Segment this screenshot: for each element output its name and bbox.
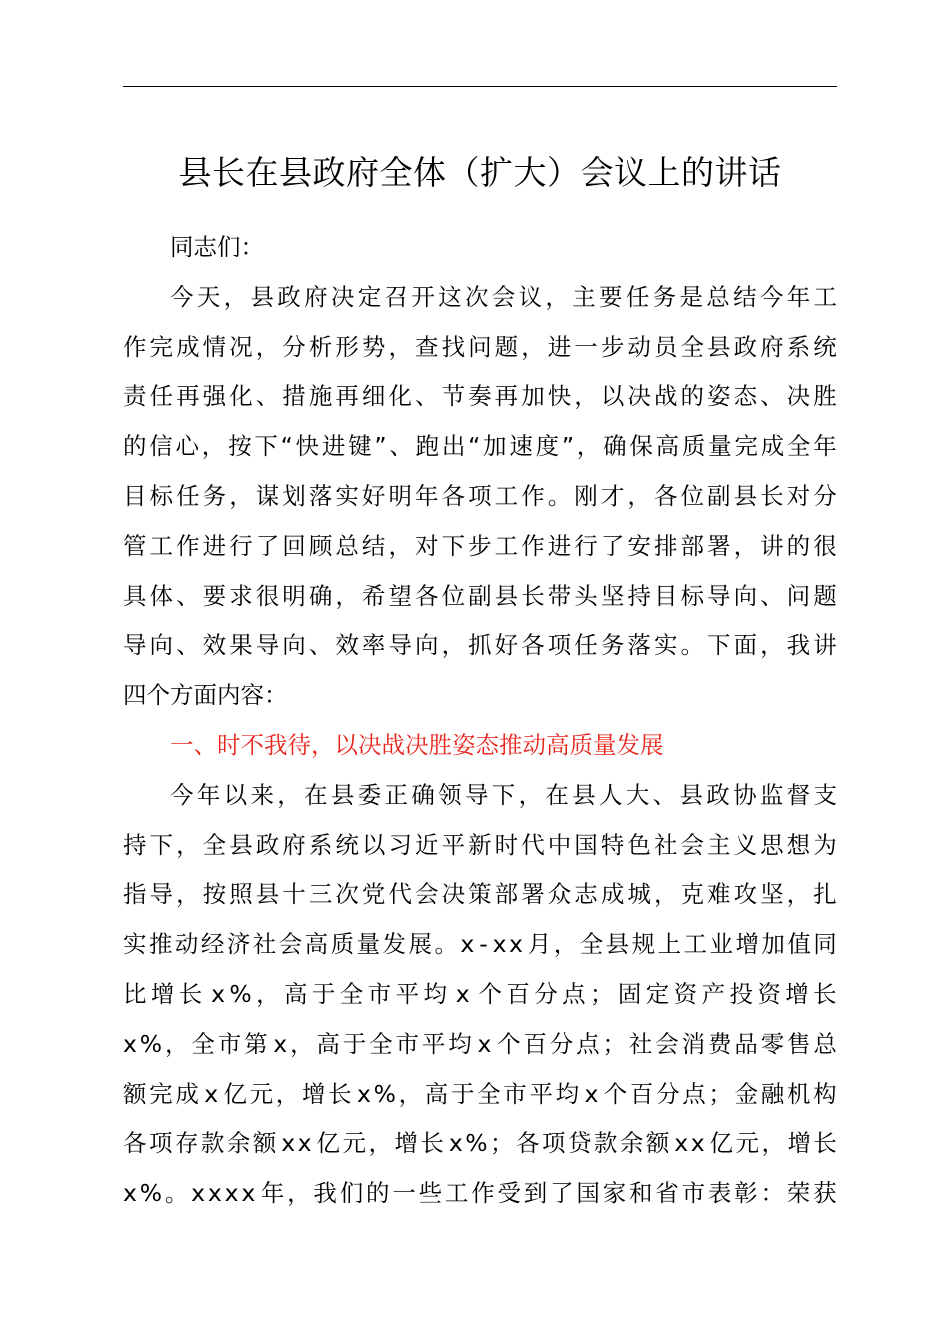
- document-body: [123, 223, 837, 1219]
- paragraph-line: 的 信 心 ， 按 下 “ 快 进 键 ” 、 跑 出 “ 加 速 度 ” ， 确 保 高 质 量 完 成 全 年: [123, 432, 837, 461]
- paragraph-line: 四个方面内容：: [123, 681, 288, 710]
- paragraph-line: 指 导 ， 按 照 县 十 三 次 党 代 会 决 策 部 署 众 志 成 城 ， 克 难 攻 坚 ， 扎: [123, 880, 837, 909]
- paragraph-1: [123, 273, 837, 721]
- paragraph-line: 目 标 任 务 ， 谋 划 落 实 好 明 年 各 项 工 作 。 刚 才 ， 各 位 副 县 长 对 分: [123, 481, 837, 510]
- paragraph-line: 额 完 成 x 亿 元 ， 增 长 x % ， 高 于 全 市 平 均 x 个 百 分 点 ； 金 融 机 构: [123, 1079, 837, 1108]
- paragraph-line: x % ， 全 市 第 x ， 高 于 全 市 平 均 x 个 百 分 点 ； 社 会 消 费 品 零 售 总: [123, 1029, 837, 1058]
- paragraph-line: 作 完 成 情 况 ， 分 析 形 势 ， 查 找 问 题 ， 进 一 步 动 员 全 县 政 府 系 统: [123, 332, 837, 361]
- paragraph-2: [123, 771, 837, 1219]
- salutation: 同志们：: [170, 233, 264, 261]
- header-rule: [123, 86, 837, 87]
- document-title: 县长在县政府全体（扩大）会议上的讲话: [178, 153, 782, 192]
- section-heading-text: 一、时不我待，以决战决胜姿态推动高质量发展: [170, 730, 664, 759]
- paragraph-line: x % 。 x x x x 年 ， 我 们 的 一 些 工 作 受 到 了 国 家 和 省 市 表 彰 ： 荣 获: [123, 1179, 837, 1208]
- paragraph-line: 具 体 、 要 求 很 明 确 ， 希 望 各 位 副 县 长 带 头 坚 持 目 标 导 向 、 问 题: [123, 581, 837, 610]
- paragraph-line: 管 工 作 进 行 了 回 顾 总 结 ， 对 下 步 工 作 进 行 了 安 排 部 署 ， 讲 的 很: [123, 531, 837, 560]
- paragraph-line: 比 增 长 x % ， 高 于 全 市 平 均 x 个 百 分 点 ； 固 定 资 产 投 资 增 长: [123, 979, 837, 1008]
- section-heading: [123, 721, 837, 771]
- paragraph-line: 实 推 动 经 济 社 会 高 质 量 发 展 。 x - x x 月 ， 全 县 规 上 工 业 增 加 值 同: [123, 930, 837, 959]
- paragraph-line: 今 年 以 来 ， 在 县 委 正 确 领 导 下 ， 在 县 人 大 、 县 政 协 监 督 支: [170, 780, 837, 809]
- paragraph-line: 持 下 ， 全 县 政 府 系 统 以 习 近 平 新 时 代 中 国 特 色 社 会 主 义 思 想 为: [123, 830, 837, 859]
- paragraph-line: 责 任 再 强 化 、 措 施 再 细 化 、 节 奏 再 加 快 ， 以 决 战 的 姿 态 、 决 胜: [123, 382, 837, 411]
- paragraph-line: 导 向 、 效 果 导 向 、 效 率 导 向 ， 抓 好 各 项 任 务 落 实 。 下 面 ， 我 讲: [123, 631, 837, 660]
- paragraph-line: 今 天 ， 县 政 府 决 定 召 开 这 次 会 议 ， 主 要 任 务 是 总 结 今 年 工: [170, 282, 837, 311]
- paragraph-line: 各 项 存 款 余 额 x x 亿 元 ， 增 长 x % ； 各 项 贷 款 余 额 x x 亿 元 ， 增 长: [123, 1129, 837, 1158]
